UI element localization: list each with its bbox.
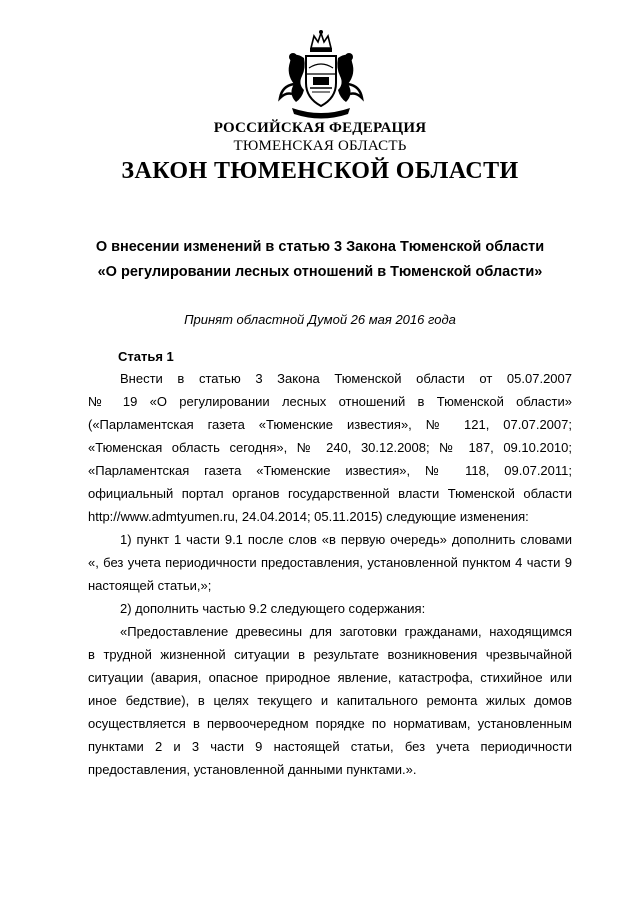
body-line: в трудной жизненной ситуации в результате возникновения чрезвычайной <box>88 647 572 662</box>
country-heading: РОССИЙСКАЯ ФЕДЕРАЦИЯ <box>213 120 427 136</box>
law-title-line-1: О внесении изменений в статью 3 Закона Тюменской области <box>95 239 545 255</box>
body-line: 2) дополнить частью 9.2 следующего содержания: <box>120 601 426 616</box>
body-line: («Парламентская газета «Тюменские известия», № 121, 07.07.2007; <box>88 417 572 432</box>
body-line: № 19 «О регулировании лесных отношений в Тюменской области» <box>88 394 572 409</box>
article-heading: Статья 1 <box>118 349 174 364</box>
body-line: осуществляется в первоочередном порядке по нормативам, установленным <box>88 716 572 731</box>
body-line: Внести в статью 3 Закона Тюменской области от 05.07.2007 <box>120 371 572 386</box>
body-line: официальный портал органов государственной власти Тюменской области <box>88 486 572 501</box>
body-line: «, без учета периодичности предоставления, установленной пунктом 4 части 9 <box>88 555 572 570</box>
body-line: пунктами 2 и 3 части 9 настоящей статьи, без учета периодичности <box>88 739 572 754</box>
tyumen-coat-of-arms-emblem <box>276 28 366 124</box>
body-line: «Парламентская газета «Тюменские известия», № 118, 09.07.2011; <box>88 463 572 478</box>
law-title-line-2: «О регулировании лесных отношений в Тюменской области» <box>97 264 543 280</box>
body-line: http://www.admtyumen.ru, 24.04.2014; 05.11.2015) следующие изменения: <box>88 509 529 524</box>
region-heading: ТЮМЕНСКАЯ ОБЛАСТЬ <box>233 138 407 154</box>
body-line: «Тюменская область сегодня», № 240, 30.12.2008; № 187, 09.10.2010; <box>88 440 572 455</box>
body-line: «Предоставление древесины для заготовки гражданами, находящимся <box>120 624 572 639</box>
adoption-note: Принят областной Думой 26 мая 2016 года <box>184 312 456 327</box>
body-line: иное бедствие), в целях текущего и капитального ремонта жилых домов <box>88 693 572 708</box>
body-line: ситуации (авария, опасное природное явление, катастрофа, стихийное или <box>88 670 572 685</box>
body-line: предоставления, установленной данными пунктами.». <box>88 762 417 777</box>
body-line: 1) пункт 1 части 9.1 после слов «в первую очередь» дополнить словами <box>120 532 572 547</box>
law-heading: ЗАКОН ТЮМЕНСКОЙ ОБЛАСТИ <box>121 158 519 184</box>
body-line: настоящей статьи,»; <box>88 578 212 593</box>
